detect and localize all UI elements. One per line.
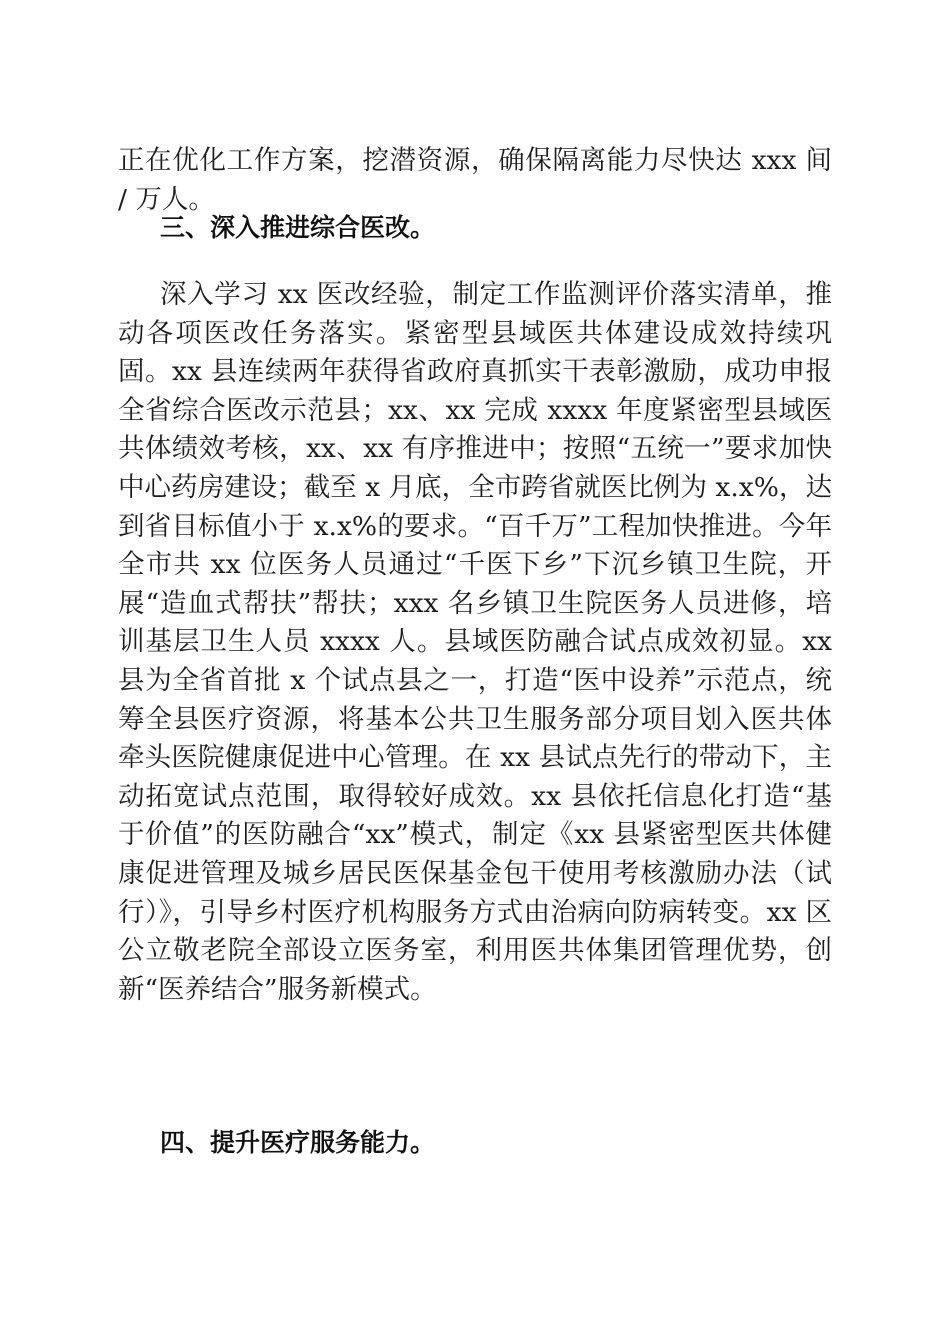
intro-paragraph: 正在优化工作方案，挖潜资源，确保隔离能力尽快达 xxx 间 / 万人。	[118, 145, 832, 215]
section-three-body: 深入学习 xx 医改经验，制定工作监测评价落实清单，推动各项医改任务落实。紧密型县域医共体建设成效持续巩固。xx 县连续两年获得省政府真抓实干表彰激励，成功申报全省综合医改示范县；xx、xx 完成 xxxx 年度紧密型县域医共体绩效考核，xx、xx 有序推进中；按照“五统一”要求加快中心药房建设；截至 x 月底，全市跨省就医比例为 x.x%，达到省目标值小于 x.x%的要求。“百千万”工程加快推进。今年全市共 xx 位医务人员通过“千医下乡”下沉乡镇卫生院，开展“造血式帮扶”帮扶；xxx 名乡镇卫生院医务人员进修，培训基层卫生人员 xxxx 人。县域医防融合试点成效初显。xx 县为全省首批 x 个试点县之一，打造“医中设养”示范点，统筹全县医疗资源，将基本公共卫生服务部分项目划入医共体牵头医院健康促进中心管理。在 xx 县试点先行的带动下，主动拓宽试点范围，取得较好成效。xx 县依托信息化打造“基于价值”的医防融合“xx”模式，制定《xx 县紧密型医共体健康促进管理及城乡居民医保基金包干使用考核激励办法（试行）》，引导乡村医疗机构服务方式由治病向防病转变。xx 区公立敬老院全部设立医务室，利用医共体集团管理优势，创新“医养结合”服务新模式。	[118, 279, 832, 1005]
intro-paragraph-block	[118, 142, 832, 219]
section-four-heading: 四、提升医疗服务能力。	[160, 1128, 436, 1157]
section-three-heading: 三、深入推进综合医改。	[160, 213, 436, 242]
section-three-body-block	[118, 276, 832, 1009]
